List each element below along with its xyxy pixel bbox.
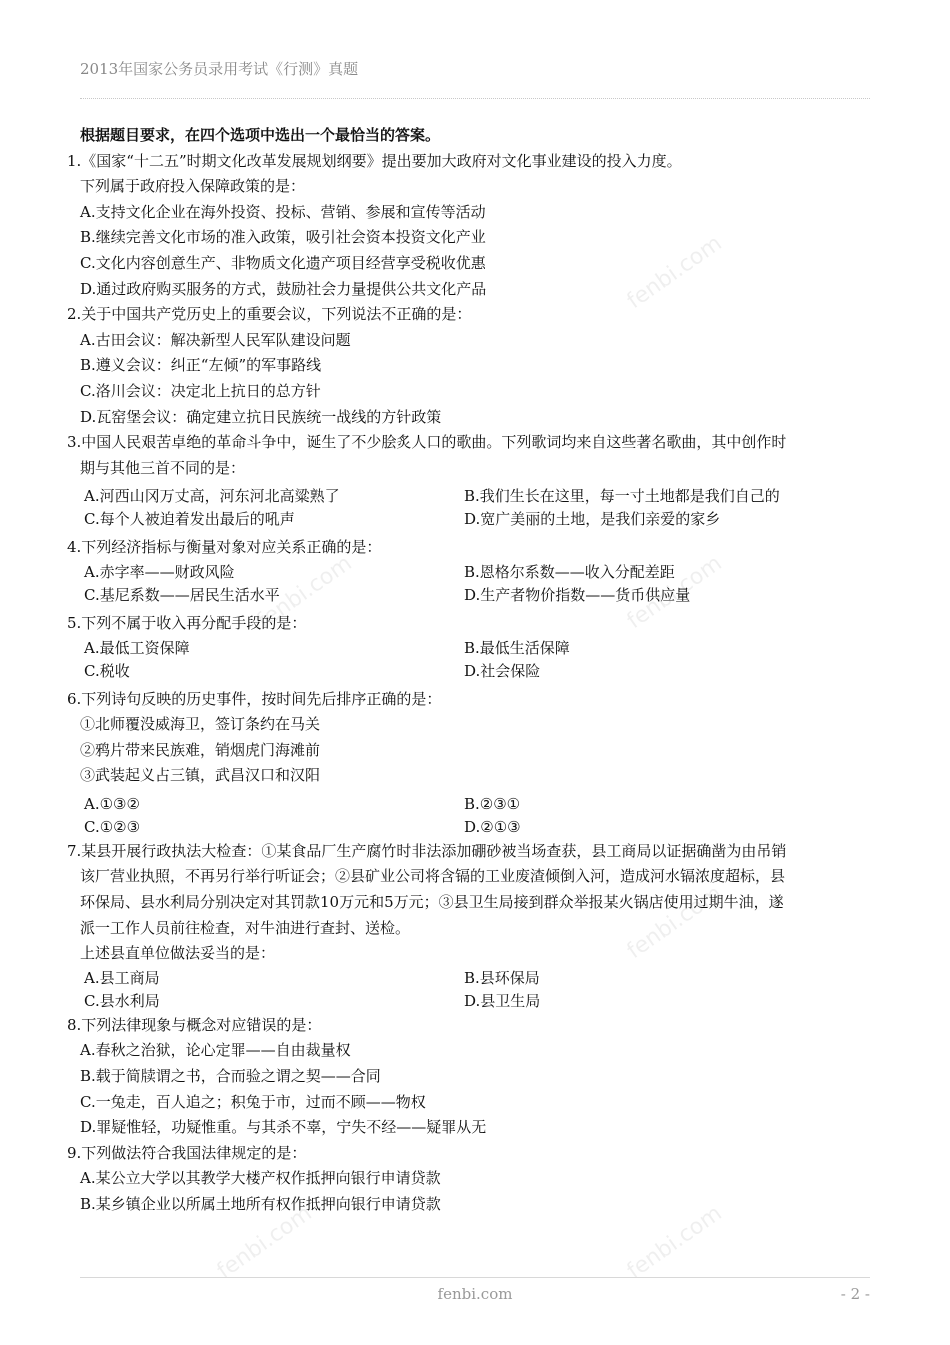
option-row (67, 508, 872, 531)
option-c: C.基尼系数——居民生活水平 (84, 585, 280, 604)
page-number: - 2 - (840, 1285, 870, 1303)
watermark: fenbi.com (622, 1200, 727, 1285)
poem-line: ②鸦片带来民族难，销烟虎门海滩前 (80, 740, 321, 759)
option-d: D.县卫生局 (464, 991, 541, 1010)
option-a: A.支持文化企业在海外投资、投标、营销、参展和宣传等活动 (80, 202, 486, 221)
question-stem: 6.下列诗句反映的历史事件，按时间先后排序正确的是： (67, 689, 442, 708)
option-b: B.最低生活保障 (464, 638, 570, 657)
option-row (67, 967, 872, 990)
option-c: C.税收 (84, 661, 130, 680)
option-b: B.县环保局 (464, 968, 540, 987)
question-stem: 期与其他三首不同的是： (80, 458, 246, 477)
document-header-title: 2013年国家公务员录用考试《行测》真题 (80, 60, 359, 78)
watermark: fenbi.com (622, 880, 727, 965)
option-d: D.②①③ (464, 817, 521, 836)
option-b: B.我们生长在这里，每一寸土地都是我们自己的 (464, 487, 780, 506)
option-c: C.文化内容创意生产、非物质文化遗产项目经营享受税收优惠 (80, 253, 486, 272)
poem-line: ③武装起义占三镇，武昌汉口和汉阳 (80, 766, 321, 785)
watermark: fenbi.com (212, 1200, 317, 1285)
option-a: A.①③② (84, 794, 140, 813)
option-a: A.赤字率——财政风险 (84, 562, 235, 581)
question-stem: 5.下列不属于收入再分配手段的是： (67, 613, 307, 632)
question-stem: 环保局、县水利局分别决定对其罚款10万元和5万元；③县卫生局接到群众举报某火锅店使用过期牛油，遂 (80, 893, 784, 912)
question-stem: 派一工作人员前往检查，对牛油进行查封、送检。 (80, 918, 411, 937)
question-stem: 7.某县开展行政执法大检查：①某食品厂生产腐竹时非法添加硼砂被当场查获，县工商局以证据确凿为由吊销 (67, 841, 787, 860)
option-a: A.最低工资保障 (84, 638, 190, 657)
option-b: B.②③① (464, 794, 521, 813)
instruction-text: 根据题目要求，在四个选项中选出一个最恰当的答案。 (80, 126, 441, 144)
option-b: B.继续完善文化市场的准入政策，吸引社会资本投资文化产业 (80, 228, 486, 247)
option-d: D.宽广美丽的土地，是我们亲爱的家乡 (464, 510, 721, 529)
option-c: C.①②③ (84, 817, 141, 836)
question-stem: 3.中国人民艰苦卓绝的革命斗争中，诞生了不少脍炙人口的歌曲。下列歌词均来自这些著名歌曲，其中创作时 (67, 433, 787, 452)
question-stem: 9.下列做法符合我国法律规定的是： (67, 1143, 307, 1162)
option-d: D.通过政府购买服务的方式，鼓励社会力量提供公共文化产品 (80, 279, 487, 298)
option-row (67, 584, 872, 607)
question-stem: 该厂营业执照，不再另行举行听证会；②县矿业公司将含镉的工业废渣倾倒入河，造成河水镉浓度超标，县 (80, 867, 786, 886)
option-b: B.遵义会议：纠正“左倾”的军事路线 (80, 356, 322, 375)
option-b: B.载于简牍谓之书，合而验之谓之契——合同 (80, 1067, 381, 1086)
option-a: A.某公立大学以其教学大楼产权作抵押向银行申请贷款 (80, 1169, 441, 1188)
option-b: B.恩格尔系数——收入分配差距 (464, 562, 675, 581)
option-d: D.生产者物价指数——货币供应量 (464, 585, 691, 604)
option-row (67, 561, 872, 584)
question-stem: 1.《国家“十二五”时期文化改革发展规划纲要》提出要加大政府对文化事业建设的投入力度。 (67, 151, 682, 170)
question-list (67, 123, 872, 1218)
watermark: fenbi.com (252, 550, 357, 635)
option-c: C.每个人被迫着发出最后的吼声 (84, 510, 295, 529)
option-row (67, 990, 872, 1013)
footer-divider (80, 1277, 870, 1278)
question-stem: 8.下列法律现象与概念对应错误的是： (67, 1015, 322, 1034)
option-d: D.罪疑惟轻，功疑惟重。与其杀不辜，宁失不经——疑罪从无 (80, 1118, 487, 1137)
option-row (67, 793, 872, 816)
option-row (67, 816, 872, 839)
option-row (67, 660, 872, 683)
option-c: C.县水利局 (84, 991, 160, 1010)
question-stem: 下列属于政府投入保障政策的是： (80, 177, 306, 196)
header-divider (80, 98, 870, 99)
question-stem: 上述县直单位做法妥当的是： (80, 944, 276, 963)
option-row (67, 485, 872, 508)
option-a: A.河西山冈万丈高，河东河北高粱熟了 (84, 487, 340, 506)
footer-site-name: fenbi.com (437, 1285, 513, 1303)
question-stem: 2.关于中国共产党历史上的重要会议，下列说法不正确的是： (67, 305, 472, 324)
option-c: C.洛川会议：决定北上抗日的总方针 (80, 381, 321, 400)
poem-line: ①北师覆没威海卫，签订条约在马关 (80, 715, 321, 734)
option-c: C.一兔走，百人追之；积兔于市，过而不顾——物权 (80, 1092, 426, 1111)
option-d: D.社会保险 (464, 661, 541, 680)
option-a: A.县工商局 (84, 968, 160, 987)
option-d: D.瓦窑堡会议：确定建立抗日民族统一战线的方针政策 (80, 407, 442, 426)
option-a: A.古田会议：解决新型人民军队建设问题 (80, 330, 351, 349)
option-row (67, 637, 872, 660)
question-stem: 4.下列经济指标与衡量对象对应关系正确的是： (67, 538, 382, 557)
option-a: A.春秋之治狱，论心定罪——自由裁量权 (80, 1041, 351, 1060)
watermark: fenbi.com (622, 230, 727, 315)
watermark: fenbi.com (622, 550, 727, 635)
option-b: B.某乡镇企业以所属土地所有权作抵押向银行申请贷款 (80, 1195, 441, 1213)
